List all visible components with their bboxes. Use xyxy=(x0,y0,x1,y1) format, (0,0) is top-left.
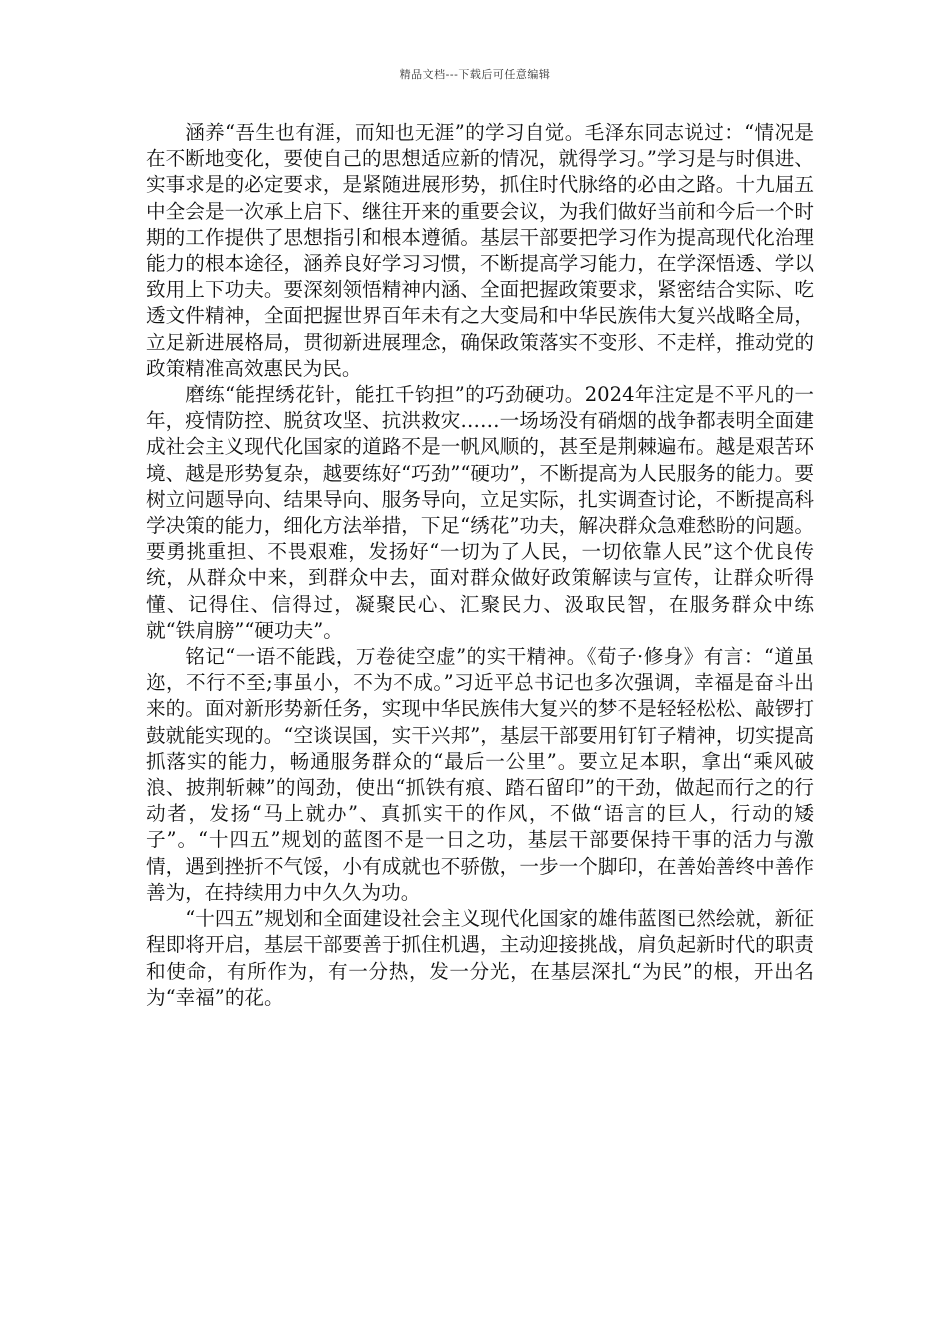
document-body xyxy=(146,120,814,1011)
paragraph-action: 铭记“一语不能践，万卷徒空虚”的实干精神。《荀子·修身》有言：“道虽迩，不行不至;事虽小，不为不成。”习近平总书记也多次强调，幸福是奋斗出来的。面对新形势新任务，实现中华民族伟大复兴的梦不是轻轻松松、敲锣打鼓就能实现的。“空谈误国，实干兴邦”，基层干部要用钉钉子精神，切实提高抓落实的能力，畅通服务群众的“最后一公里”。要立足本职，拿出“乘风破浪、披荆斩棘”的闯劲，使出“抓铁有痕、踏石留印”的干劲，做起而行之的行动者，发扬“马上就办”、真抓实干的作风，不做“语言的巨人，行动的矮子”。“十四五”规划的蓝图不是一日之功，基层干部要保持干事的活力与激情，遇到挫折不气馁，小有成就也不骄傲，一步一个脚印，在善始善终中善作善为，在持续用力中久久为功。 xyxy=(146,645,814,904)
paragraph-learning: 涵养“吾生也有涯，而知也无涯”的学习自觉。毛泽东同志说过：“情况是在不断地变化，要使自己的思想适应新的情况，就得学习。”学习是与时俱进、实事求是的必定要求，是紧随进展形势，抓住时代脉络的必由之路。十九届五中全会是一次承上启下、继往开来的重要会议，为我们做好当前和今后一个时期的工作提供了思想指引和根本遵循。基层干部要把学习作为提高现代化治理能力的根本途径，涵养良好学习习惯，不断提高学习能力，在学深悟透、学以致用上下功夫。要深刻领悟精神内涵、全面把握政策要求，紧密结合实际、吃透文件精神，全面把握世界百年未有之大变局和中华民族伟大复兴战略全局，立足新进展格局，贯彻新进展理念，确保政策落实不变形、不走样，推动党的政策精准高效惠民为民。 xyxy=(146,121,814,380)
paragraph-skills: 磨练“能捏绣花针，能扛千钧担”的巧劲硬功。2024年注定是不平凡的一年，疫情防控、脱贫攻坚、抗洪救灾……一场场没有硝烟的战争都表明全面建成社会主义现代化国家的道路不是一帆风顺的，甚至是荆棘遍布。越是艰苦环境、越是形势复杂，越要练好“巧劲”“硬功”，不断提高为人民服务的能力。要树立问题导向、结果导向、服务导向，立足实际，扎实调查讨论，不断提高科学决策的能力，细化方法举措，下足“绣花”功夫，解决群众急难愁盼的问题。要勇挑重担、不畏艰难，发扬好“一切为了人民，一切依靠人民”这个优良传统，从群众中来，到群众中去，面对群众做好政策解读与宣传，让群众听得懂、记得住、信得过，凝聚民心、汇聚民力、汲取民智，在服务群众中练就“铁肩膀”“硬功夫”。 xyxy=(146,383,814,642)
page-header: 精品文档---下载后可任意编辑 xyxy=(399,68,551,81)
paragraph-conclusion: “十四五”规划和全面建设社会主义现代化国家的雄伟蓝图已然绘就，新征程即将开启，基层干部要善于抓住机遇，主动迎接挑战，肩负起新时代的职责和使命，有所作为，有一分热，发一分光，在基层深扎“为民”的根，开出名为“幸福”的花。 xyxy=(146,907,814,1009)
